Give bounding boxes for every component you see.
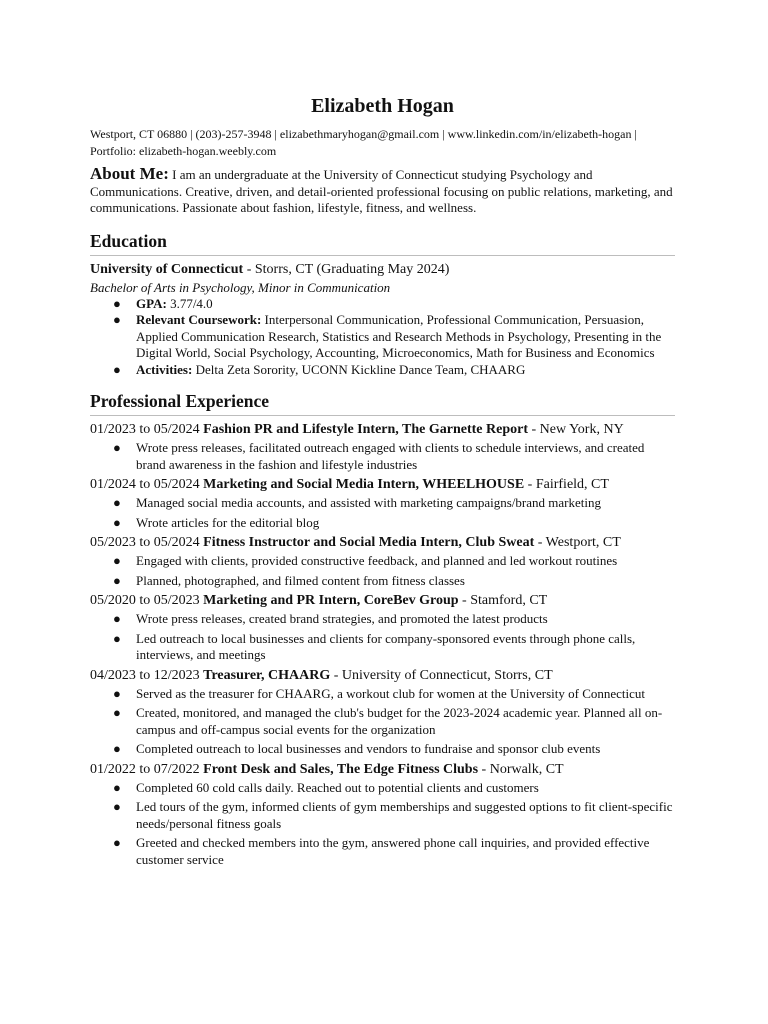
job-entry xyxy=(90,761,675,869)
contact-line: Westport, CT 06880 | (203)-257-3948 | elizabethmaryhogan@gmail.com | www.linkedin.com/in/elizabeth-hogan | xyxy=(90,127,637,141)
job-bullet-text: Led outreach to local businesses and clients for company-sponsored events through phone calls, interviews, and meetings xyxy=(136,630,636,662)
job-bullet xyxy=(90,705,675,738)
job-bullets xyxy=(90,686,675,758)
job-list xyxy=(90,421,675,868)
bullet-icon: ● xyxy=(113,741,121,756)
job-header xyxy=(90,592,675,610)
job-location: - Fairfield, CT xyxy=(524,477,609,492)
job-location: - Westport, CT xyxy=(534,535,621,550)
about-label: About Me: xyxy=(90,164,169,183)
job-bullet-text: Engaged with clients, provided constructive feedback, and planned and led workout routines xyxy=(136,553,618,568)
bullet-icon: ● xyxy=(113,685,121,701)
education-item-label: Relevant Coursework: xyxy=(136,312,262,327)
job-header xyxy=(90,534,675,552)
school-location: - Storrs, CT (Graduating May 2024) xyxy=(243,261,450,277)
job-header xyxy=(90,761,675,779)
job-bullets xyxy=(90,611,675,664)
job-bullet-text: Created, monitored, and managed the club's budget for the 2023-2024 academic year. Planned all on-campus and off-campus social events for the organization xyxy=(136,705,663,737)
degree: Bachelor of Arts in Psychology, Minor in Communication xyxy=(90,279,391,295)
portfolio-line: Portfolio: elizabeth-hogan.weebly.com xyxy=(90,143,277,158)
job-dates: 05/2023 to 05/2024 xyxy=(90,535,204,550)
school-name: University of Connecticut xyxy=(90,261,244,277)
job-bullet-text: Wrote articles for the editorial blog xyxy=(136,514,320,530)
bullet-icon: ● xyxy=(113,630,121,646)
job-role: Marketing and Social Media Intern, WHEELHOUSE xyxy=(203,477,525,492)
job-dates: 05/2020 to 05/2023 xyxy=(90,593,204,608)
job-location: - New York, NY xyxy=(528,422,624,437)
job-bullet xyxy=(90,440,675,473)
bullet-icon: ● xyxy=(113,514,121,530)
bullet-icon: ● xyxy=(113,611,121,626)
education-item-text: 3.77/4.0 xyxy=(166,295,213,311)
job-bullets xyxy=(90,495,675,531)
job-role: Fitness Instructor and Social Media Intern, Club Sweat xyxy=(203,535,535,550)
education-item-text: Delta Zeta Sorority, UCONN Kickline Dance Team, CHAARG xyxy=(192,361,526,377)
bullet-icon: ● xyxy=(113,361,121,377)
bullet-icon: ● xyxy=(113,705,121,720)
job-bullet xyxy=(90,799,675,832)
school-line xyxy=(90,261,675,279)
about-section xyxy=(90,166,675,217)
bullet-icon: ● xyxy=(113,312,121,327)
job-bullet xyxy=(90,611,675,628)
job-bullets xyxy=(90,553,675,589)
job-bullet-text: Managed social media accounts, and assisted with marketing campaigns/brand marketing xyxy=(136,495,601,510)
bullet-icon: ● xyxy=(113,835,121,850)
job-header xyxy=(90,421,675,439)
job-bullet xyxy=(90,515,675,532)
job-bullet-text: Wrote press releases, created brand strategies, and promoted the latest products xyxy=(136,611,548,626)
job-bullet xyxy=(90,686,675,703)
job-dates: 04/2023 to 12/2023 xyxy=(90,667,204,683)
job-entry xyxy=(90,476,675,531)
job-header xyxy=(90,667,675,685)
job-entry xyxy=(90,592,675,664)
job-bullet xyxy=(90,573,675,590)
job-bullet-text: Greeted and checked members into the gym, answered phone call inquiries, and provided effective customer service xyxy=(136,835,650,867)
education-item xyxy=(90,296,675,313)
education-item xyxy=(90,362,675,379)
job-bullet-text: Wrote press releases, facilitated outreach engaged with clients to schedule interviews, and created brand awareness in the fashion and lifestyle industries xyxy=(136,440,645,472)
experience-section xyxy=(90,389,675,868)
job-bullet-text: Planned, photographed, and filmed content from fitness classes xyxy=(136,572,465,588)
job-bullet xyxy=(90,495,675,512)
job-entry xyxy=(90,534,675,589)
education-item-label: Activities: xyxy=(136,361,193,377)
job-bullet xyxy=(90,553,675,570)
job-role: Marketing and PR Intern, CoreBev Group xyxy=(203,593,459,608)
job-bullet xyxy=(90,835,675,868)
job-dates: 01/2023 to 05/2024 xyxy=(90,422,204,437)
job-entry xyxy=(90,667,675,758)
job-bullet xyxy=(90,741,675,758)
job-bullets xyxy=(90,440,675,473)
job-dates: 01/2022 to 07/2022 xyxy=(90,761,204,777)
job-location: - University of Connecticut, Storrs, CT xyxy=(330,667,553,683)
job-bullet xyxy=(90,631,675,664)
about-text: I am an undergraduate at the University of Connecticut studying Psychology and Communications. Creative, driven, and detail-oriented professional focusing on public relations, marketing, and communications. Passionate about fashion, lifestyle, fitness, and wellness. xyxy=(90,167,673,215)
job-location: - Stamford, CT xyxy=(458,593,548,608)
education-item xyxy=(90,312,675,362)
bullet-icon: ● xyxy=(113,553,121,568)
resume-page xyxy=(90,93,675,871)
education-section xyxy=(90,229,675,379)
education-item-text: Interpersonal Communication, Professional Communication, Persuasion, Applied Communication Research, Statistics and Research Methods in Psychology, Presenting in the Digital World, Social Psychology, Accounting, Microeconomics, Math for Business and Economics xyxy=(136,312,662,360)
job-header xyxy=(90,476,675,494)
job-bullet-text: Completed 60 cold calls daily. Reached out to potential clients and customers xyxy=(136,779,539,795)
bullet-icon: ● xyxy=(113,440,121,455)
job-role: Fashion PR and Lifestyle Intern, The Garnette Report xyxy=(203,422,529,437)
job-role: Front Desk and Sales, The Edge Fitness Clubs xyxy=(203,761,479,777)
bullet-icon: ● xyxy=(113,495,121,510)
job-bullet-text: Served as the treasurer for CHAARG, a workout club for women at the University of Connecticut xyxy=(136,685,646,701)
education-title: Education xyxy=(90,229,675,256)
education-list xyxy=(90,296,675,379)
job-bullet-text: Completed outreach to local businesses and vendors to fundraise and sponsor club events xyxy=(136,741,601,756)
candidate-name: Elizabeth Hogan xyxy=(311,95,454,117)
contact-info xyxy=(90,126,675,159)
experience-title: Professional Experience xyxy=(90,389,675,416)
job-entry xyxy=(90,421,675,473)
bullet-icon: ● xyxy=(113,295,121,311)
job-location: - Norwalk, CT xyxy=(478,761,564,777)
bullet-icon: ● xyxy=(113,779,121,795)
education-item-label: GPA: xyxy=(136,295,167,311)
job-dates: 01/2024 to 05/2024 xyxy=(90,477,204,492)
bullet-icon: ● xyxy=(113,572,121,588)
job-bullets xyxy=(90,780,675,869)
job-bullet-text: Led tours of the gym, informed clients of gym memberships and suggested options to fit client-specific needs/personal fitness goals xyxy=(136,799,673,831)
job-role: Treasurer, CHAARG xyxy=(203,667,331,683)
bullet-icon: ● xyxy=(113,799,121,814)
job-bullet xyxy=(90,780,675,797)
